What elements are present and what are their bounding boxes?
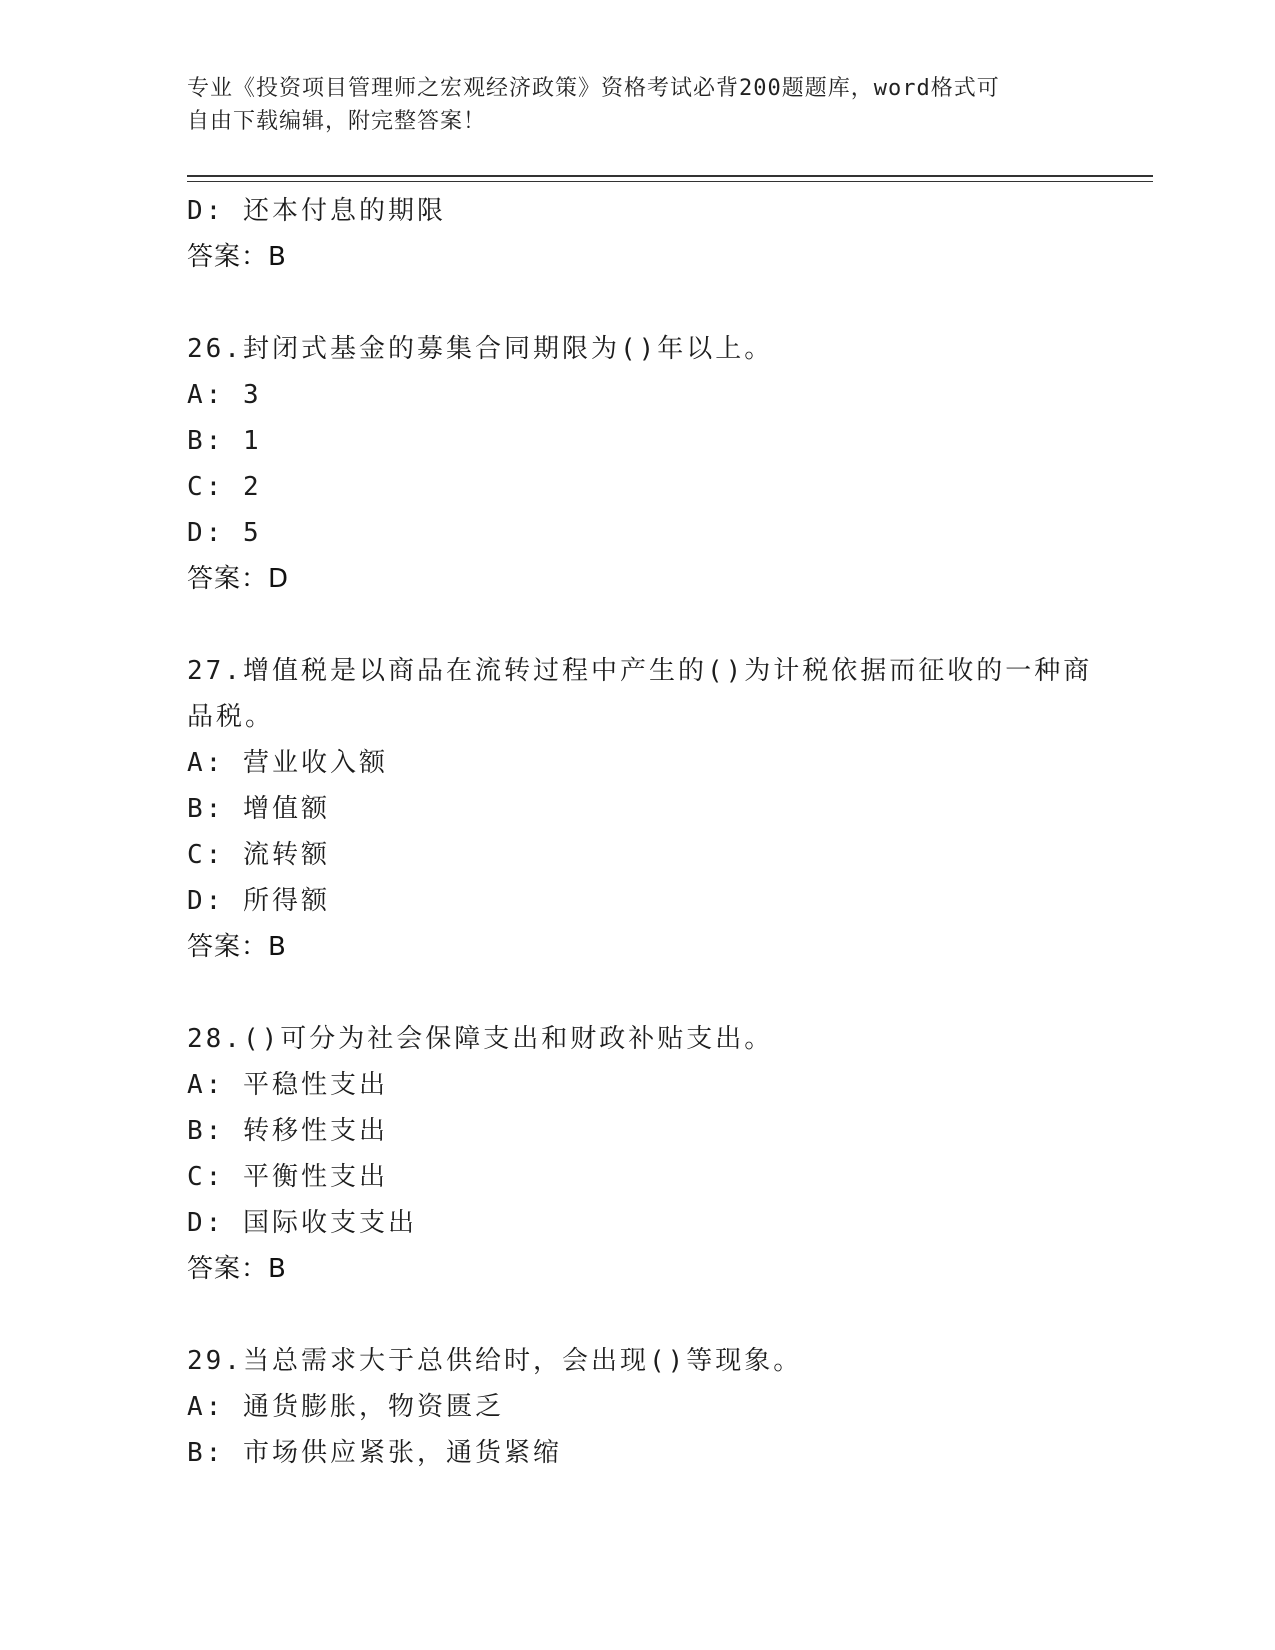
answer-line: 答案：B — [187, 242, 287, 272]
question-28-option-c: C: 平衡性支出 — [187, 1162, 388, 1192]
header-title-line-1: 专业《投资项目管理师之宏观经济政策》资格考试必背200题题库，word格式可 — [187, 76, 1000, 101]
question-26-option-b: B: 1 — [187, 426, 262, 456]
header-title-line-2: 自由下载编辑，附完整答案！ — [187, 109, 487, 134]
question-28-answer: 答案：B — [187, 1254, 287, 1284]
header-divider-thin — [187, 181, 1153, 182]
question-26-option-c: C: 2 — [187, 472, 262, 502]
question-26-answer: 答案：D — [187, 564, 290, 594]
question-29-option-a: A: 通货膨胀，物资匮乏 — [187, 1392, 504, 1422]
question-29-option-b: B: 市场供应紧张，通货紧缩 — [187, 1438, 562, 1468]
question-29-text: 29.当总需求大于总供给时，会出现()等现象。 — [187, 1346, 803, 1376]
question-27-text-line-1: 27.增值税是以商品在流转过程中产生的()为计税依据而征收的一种商 — [187, 656, 1093, 686]
question-26-option-a: A: 3 — [187, 380, 262, 410]
question-28-option-b: B: 转移性支出 — [187, 1116, 388, 1146]
option-d: D: 还本付息的期限 — [187, 196, 446, 226]
header-divider — [187, 175, 1153, 177]
document-header — [187, 72, 1067, 138]
spacer — [187, 280, 1087, 326]
question-28-option-a: A: 平稳性支出 — [187, 1070, 388, 1100]
question-27-option-c: C: 流转额 — [187, 840, 330, 870]
spacer — [187, 970, 1087, 1016]
question-27-option-b: B: 增值额 — [187, 794, 330, 824]
question-27-option-d: D: 所得额 — [187, 886, 330, 916]
spacer — [187, 602, 1087, 648]
question-28-option-d: D: 国际收支支出 — [187, 1208, 417, 1238]
question-26-text: 26.封闭式基金的募集合同期限为()年以上。 — [187, 334, 774, 364]
spacer — [187, 1292, 1087, 1338]
question-28-text: 28.()可分为社会保障支出和财政补贴支出。 — [187, 1024, 774, 1054]
question-27-answer: 答案：B — [187, 932, 287, 962]
question-26-option-d: D: 5 — [187, 518, 262, 548]
question-list — [187, 188, 1093, 1476]
question-27-text-line-2: 品税。 — [187, 702, 275, 732]
question-27-option-a: A: 营业收入额 — [187, 748, 388, 778]
